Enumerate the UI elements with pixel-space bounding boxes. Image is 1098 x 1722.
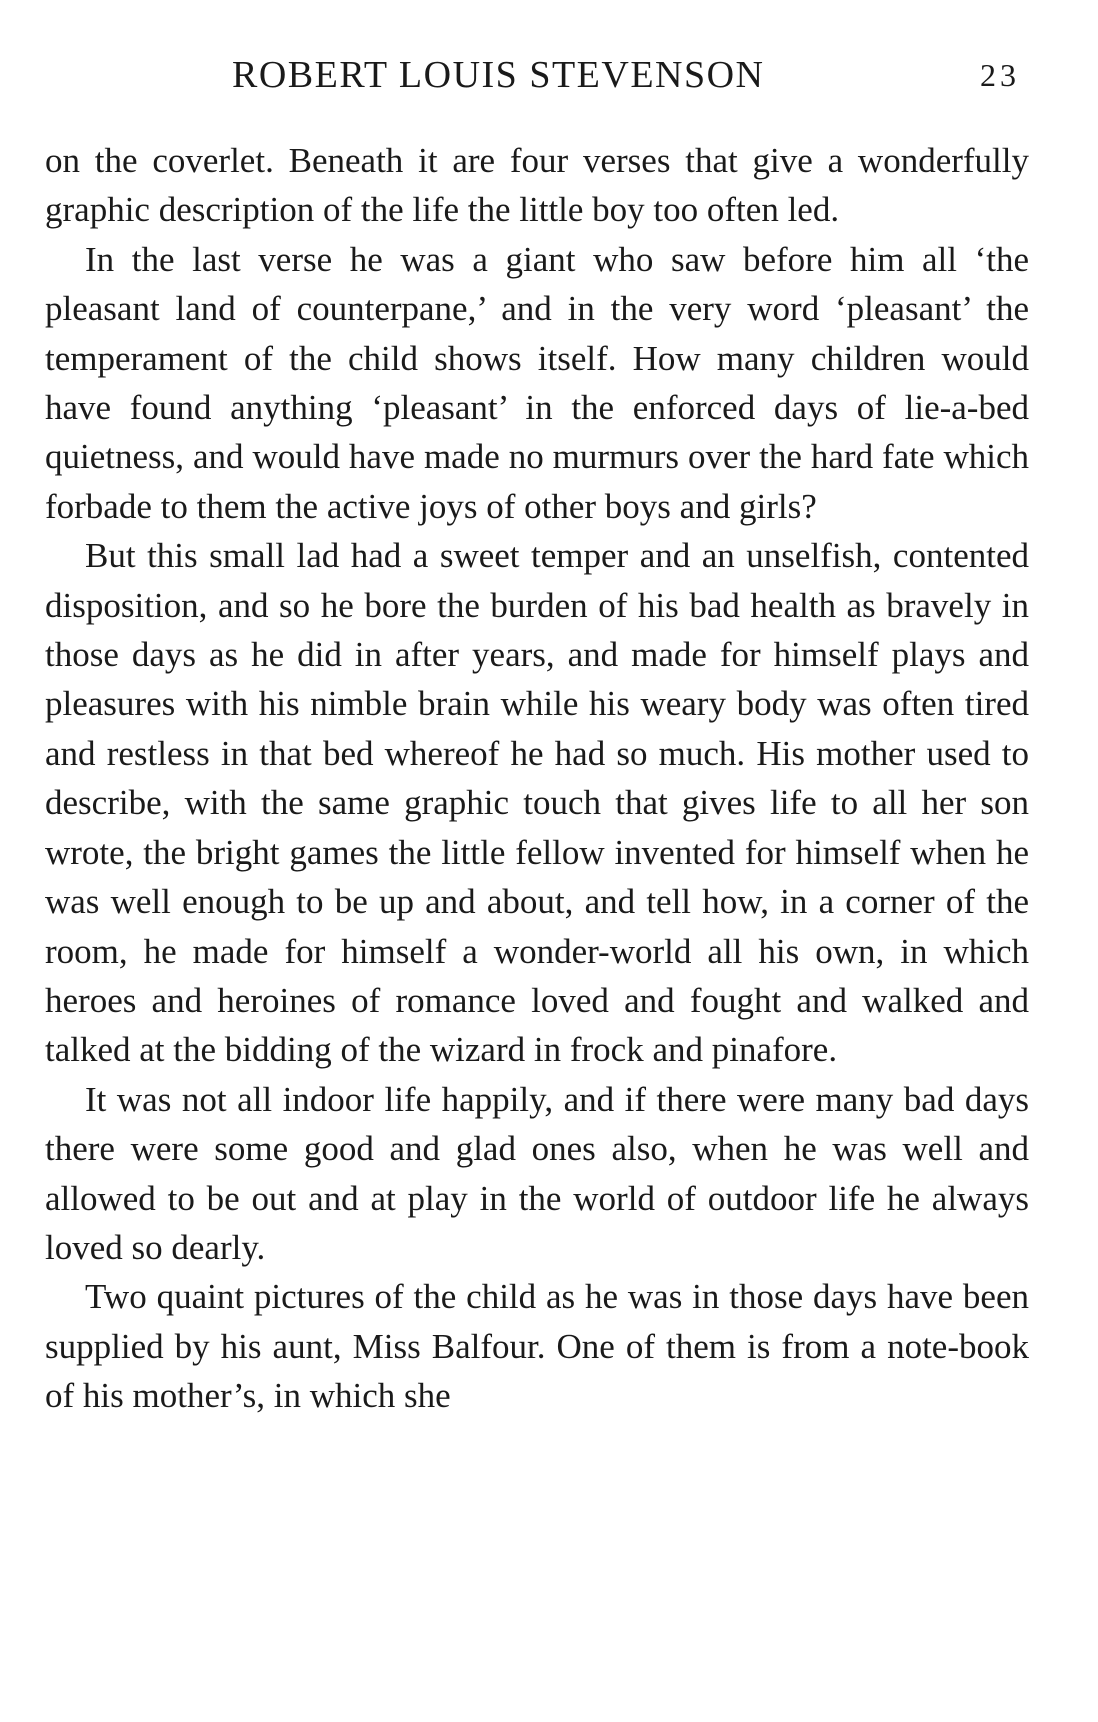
paragraph-continued: on the coverlet. Beneath it are four verses that give a wonderfully graphic description of the life the little boy too often led.: [45, 141, 1029, 230]
paragraph-outdoor-life: It was not all indoor life happily, and if there were many bad days there were some good and glad ones also, when he was well and allowed to be out and at play in the world of outdoor life he always loved so dearly.: [45, 1079, 1029, 1267]
body-text: [45, 136, 1029, 1421]
paragraph-sweet-temper: But this small lad had a sweet temper and an unselfish, contented disposition, and so he bore the burden of his bad health as bravely in those days as he did in after years, and made for himself plays and pleasures with his nimble brain while his weary body was often tired and restless in that bed whereof he had so much. His mother used to describe, with the same graphic touch that gives life to all her son wrote, the bright games the little fellow invented for himself when he was well enough to be up and about, and tell how, in a corner of the room, he made for himself a wonder-world all his own, in which heroes and heroines of romance loved and fought and walked and talked at the bidding of the wizard in frock and pinafore.: [45, 536, 1029, 1070]
paragraph-counterpane: In the last verse he was a giant who saw before him all ‘the pleasant land of counterpane,’ and in the very word ‘pleasant’ the temperament of the child shows itself. How many children would have found anything ‘pleasant’ in the enforced days of lie-a-bed quietness, and would have made no murmurs over the hard fate which forbade to them the active joys of other boys and girls?: [45, 239, 1029, 526]
paragraph-quaint-pictures: Two quaint pictures of the child as he was in those days have been supplied by his aunt, Miss Balfour. One of them is from a note-book of his mother’s, in which she: [45, 1277, 1029, 1416]
running-head: [0, 50, 1098, 100]
running-title: ROBERT LOUIS STEVENSON: [232, 54, 765, 96]
page-number: 23: [980, 57, 1020, 93]
